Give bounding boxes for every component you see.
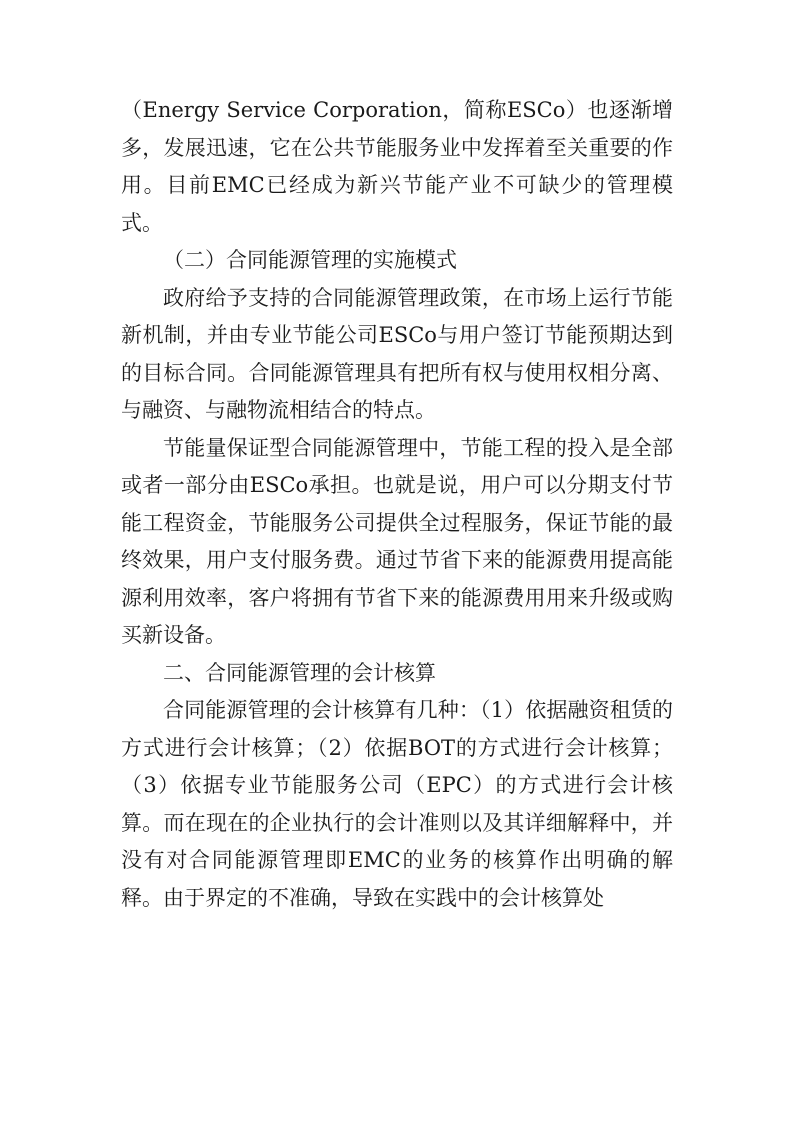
paragraph-guaranteed-savings: 节能量保证型合同能源管理中，节能工程的投入是全部或者一部分由ESCo承担。也就是说，用户可以分期支付节能工程资金，节能服务公司提供全过程服务，保证节能的最终效果，用户支付服务费。通过节省下来的能源费用提高能源利用效率，客户将拥有节省下来的能源费用用来升级或购买新设备。: [121, 435, 673, 647]
paragraph-government-policy: 政府给予支持的合同能源管理政策，在市场上运行节能新机制，并由专业节能公司ESCo与用户签订节能预期达到的目标合同。合同能源管理具有把所有权与使用权相分离、与融资、与融物流相结合的特点。: [121, 285, 673, 422]
document-body: [121, 92, 673, 917]
section-heading-accounting: 二、合同能源管理的会计核算: [163, 660, 436, 685]
paragraph-accounting-methods: 合同能源管理的会计核算有几种：（1）依据融资租赁的方式进行会计核算；（2）依据BOT的方式进行会计核算；（3）依据专业节能服务公司（EPC）的方式进行会计核算。而在现在的企业执行的会计准则以及其详细解释中，并没有对合同能源管理即EMC的业务的核算作出明确的解释。由于界定的不准确，导致在实践中的会计核算处: [121, 698, 673, 910]
paragraph-esco-intro: （Energy Service Corporation，简称ESCo）也逐渐增多，发展迅速，它在公共节能服务业中发挥着至关重要的作用。目前EMC已经成为新兴节能产业不可缺少的管理模式。: [121, 98, 673, 235]
section-heading-implementation-model: （二）合同能源管理的实施模式: [163, 248, 457, 272]
